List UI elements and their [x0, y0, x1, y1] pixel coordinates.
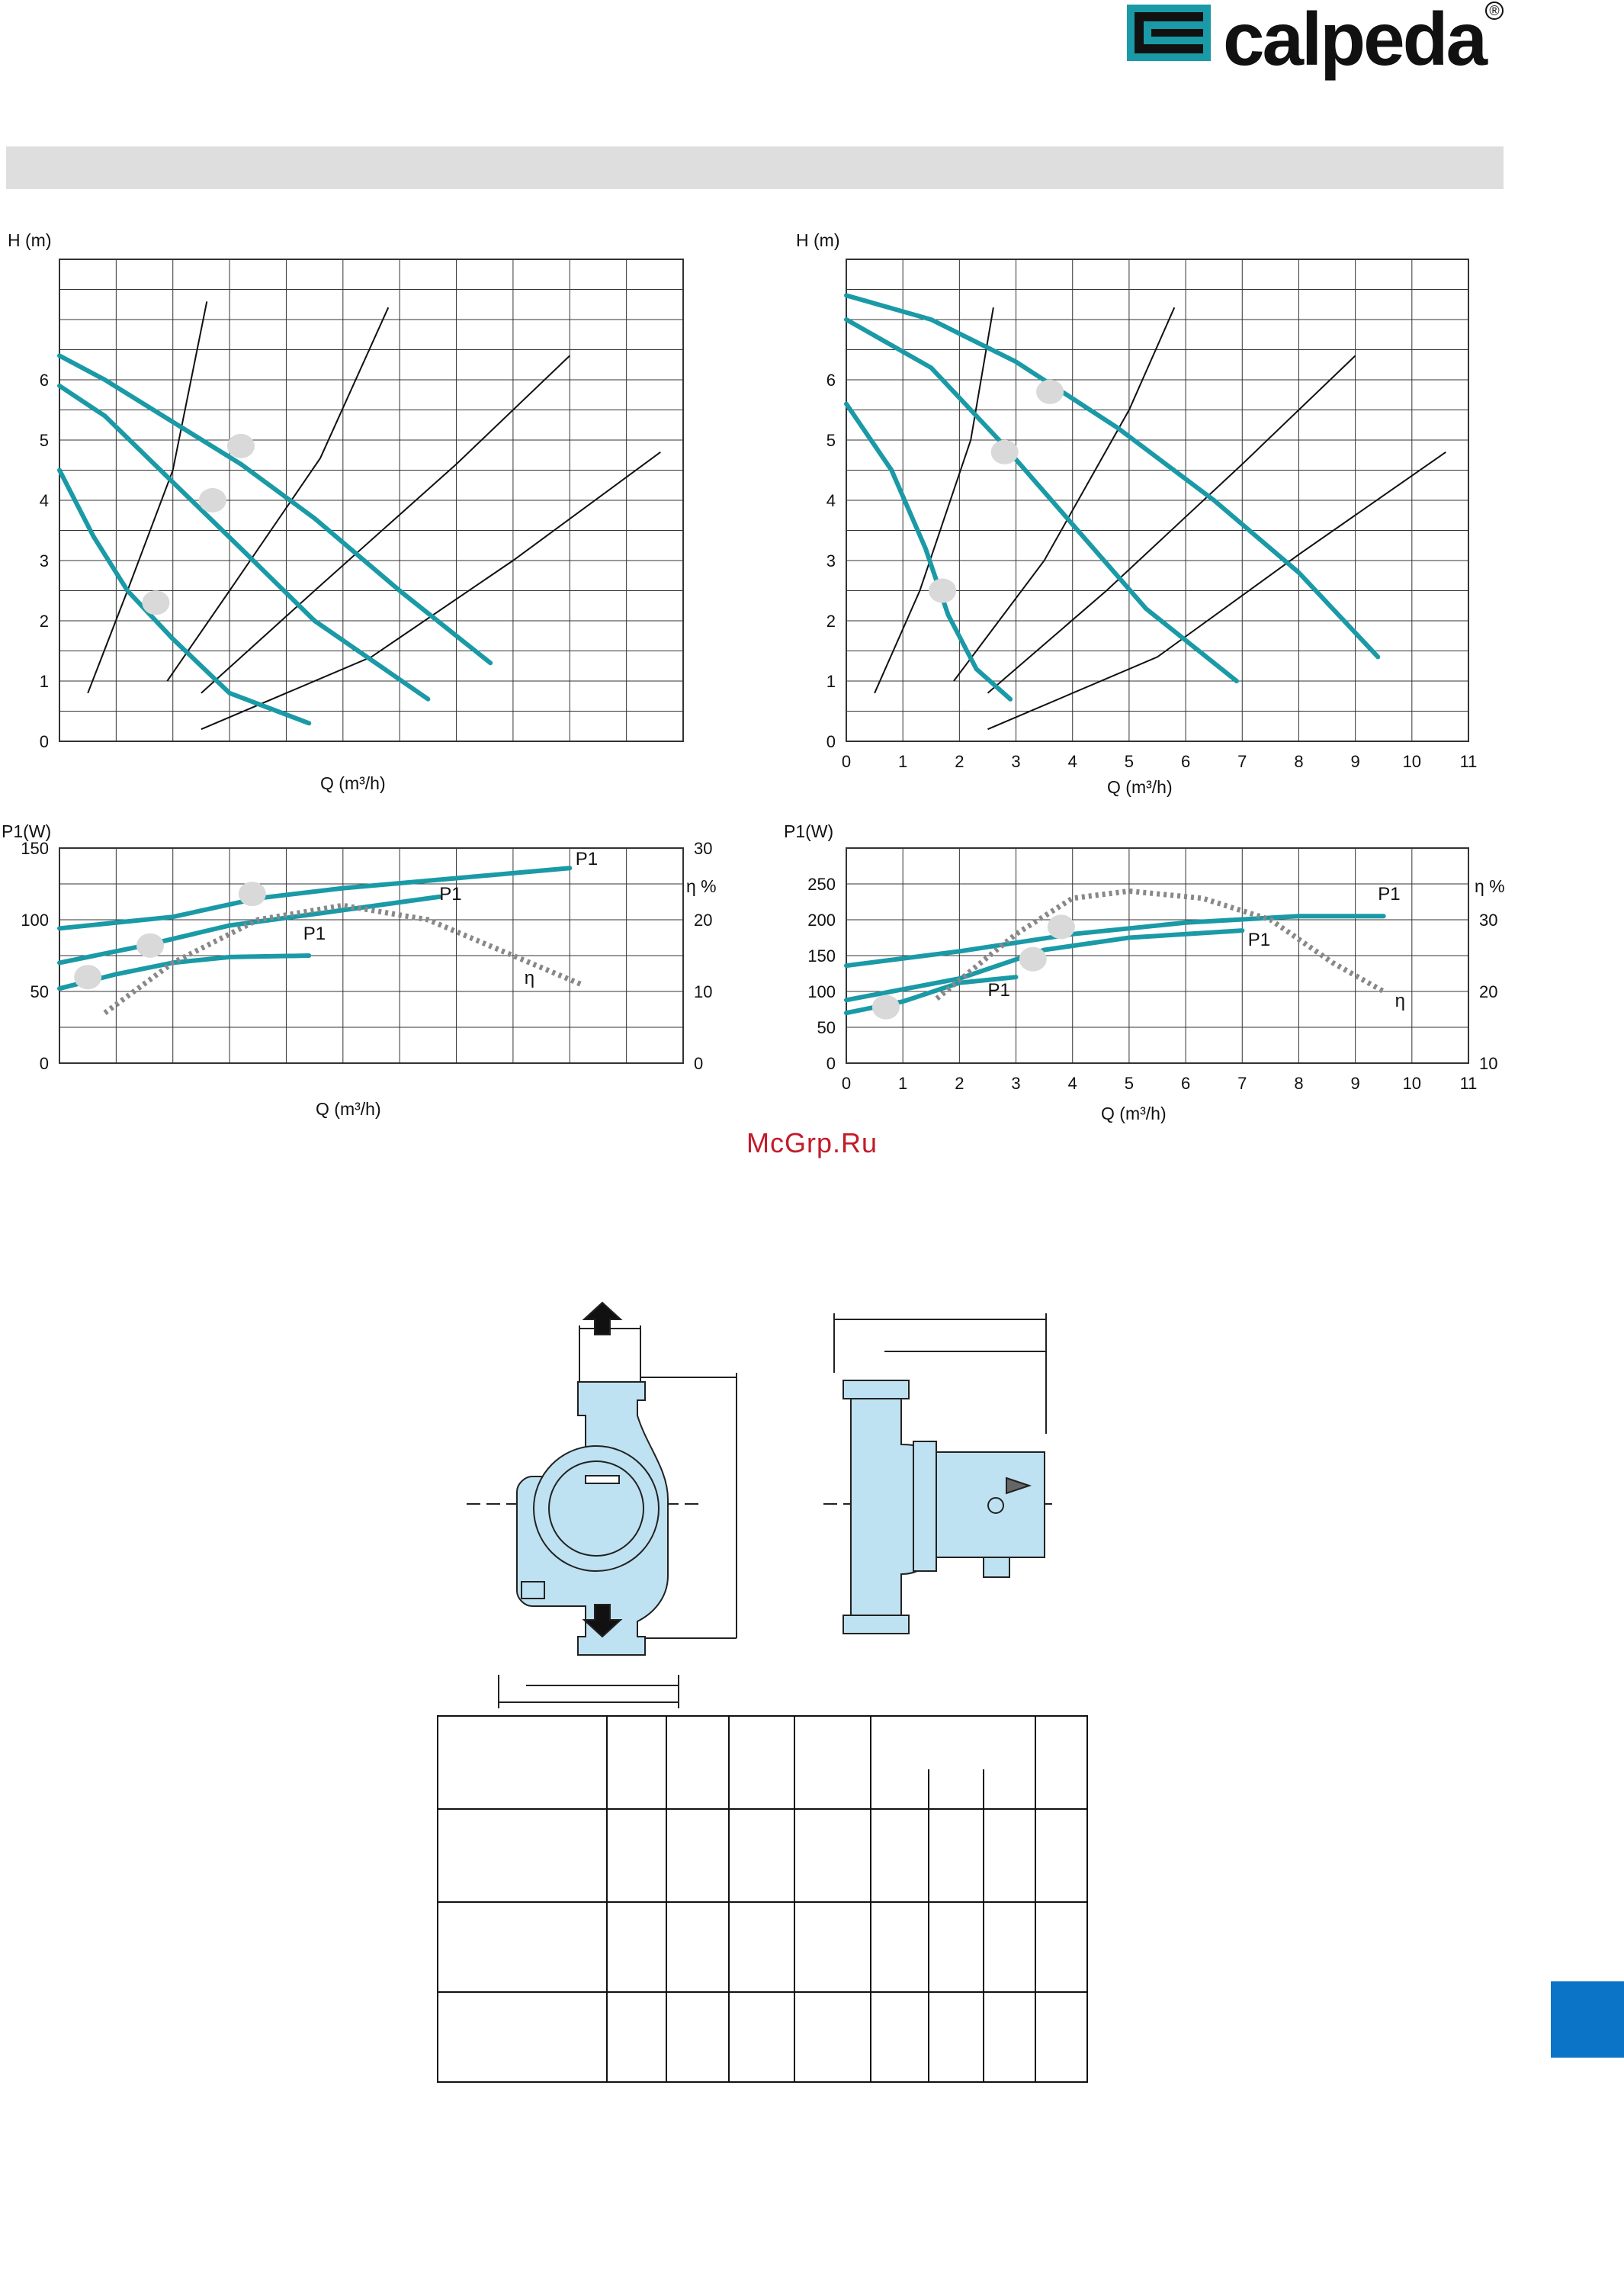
- x-tick-label: 9: [1350, 1074, 1360, 1093]
- y-tick-label: 0: [39, 732, 49, 751]
- y-tick-label: 5: [826, 431, 836, 450]
- power-curve-label: P1: [439, 884, 462, 905]
- x-tick-label: 11: [1459, 1074, 1478, 1093]
- right-head-chart: [826, 259, 1478, 771]
- y2-tick-label: 20: [1479, 982, 1498, 1001]
- y-tick-label: 2: [826, 612, 836, 631]
- x-tick-label: 9: [1350, 752, 1360, 771]
- y-tick-label: 1: [39, 672, 49, 691]
- registered-mark: ®: [1485, 2, 1504, 20]
- y-tick-label: 200: [807, 911, 836, 930]
- left-head-xlabel: Q (m³/h): [320, 773, 386, 793]
- operating-point-marker: [142, 590, 169, 615]
- system-curve: [988, 355, 1356, 692]
- x-tick-label: 4: [1067, 752, 1077, 771]
- right-head-ylabel: H (m): [796, 230, 840, 250]
- y-tick-label: 5: [39, 431, 49, 450]
- y2-tick-label: 0: [694, 1054, 704, 1073]
- x-tick-label: 2: [955, 752, 964, 771]
- power-curve-label: P1: [1247, 930, 1271, 950]
- x-tick-label: 1: [898, 752, 908, 771]
- y-tick-label: 100: [21, 911, 49, 930]
- right-power-ylabel: P1(W): [784, 821, 834, 841]
- right-power-xlabel: Q (m³/h): [1101, 1104, 1167, 1123]
- performance-curve: [59, 471, 309, 724]
- x-tick-label: 8: [1294, 1074, 1304, 1093]
- y-tick-label: 0: [826, 1054, 836, 1073]
- y2-tick-label: 20: [694, 911, 713, 930]
- x-tick-label: 6: [1180, 752, 1191, 771]
- x-tick-label: 8: [1294, 752, 1304, 771]
- section-side-tab: [1551, 1981, 1624, 2058]
- x-tick-label: 2: [955, 1074, 964, 1093]
- left-power-chart: [21, 839, 712, 1073]
- performance-curve: [59, 386, 428, 699]
- x-tick-label: 3: [1011, 752, 1021, 771]
- left-head-ylabel: H (m): [8, 230, 52, 250]
- operating-point-marker: [1048, 914, 1075, 939]
- power-curve-label: P1: [987, 980, 1010, 1001]
- y-tick-label: 3: [39, 551, 49, 570]
- power-curve-label: P1: [575, 849, 599, 869]
- performance-curve: [59, 355, 490, 663]
- power-curve-label: P1: [1378, 884, 1401, 905]
- x-tick-label: 4: [1067, 1074, 1077, 1093]
- system-curve: [201, 355, 570, 692]
- right-power-y2label: η %: [1475, 876, 1505, 896]
- pump-front-view-drawing: [467, 1303, 737, 1708]
- brand-name: calpeda: [1223, 0, 1485, 81]
- y-tick-label: 1: [826, 672, 836, 691]
- x-tick-label: 0: [841, 1074, 852, 1093]
- operating-point-marker: [227, 434, 255, 458]
- y-tick-label: 0: [826, 732, 836, 751]
- y2-tick-label: 30: [694, 839, 713, 858]
- watermark-text: McGrp.Ru: [746, 1127, 878, 1158]
- system-curve: [167, 307, 388, 681]
- efficiency-label: η: [524, 968, 535, 988]
- performance-curve: [59, 868, 570, 928]
- x-tick-label: 0: [841, 752, 852, 771]
- y-tick-label: 4: [39, 491, 49, 510]
- y-tick-label: 4: [826, 491, 836, 510]
- y-tick-label: 100: [807, 982, 836, 1001]
- y-tick-label: 2: [39, 612, 49, 631]
- x-tick-label: 10: [1402, 1074, 1422, 1093]
- y-tick-label: 0: [39, 1054, 49, 1073]
- y2-tick-label: 30: [1479, 911, 1498, 930]
- x-tick-label: 3: [1011, 1074, 1021, 1093]
- y-tick-label: 6: [39, 371, 49, 390]
- x-tick-label: 10: [1402, 752, 1422, 771]
- left-power-ylabel: P1(W): [2, 821, 52, 841]
- efficiency-label: η: [1395, 991, 1405, 1011]
- x-tick-label: 7: [1237, 1074, 1247, 1093]
- power-curve-label: P1: [303, 924, 326, 944]
- x-tick-label: 11: [1459, 752, 1478, 771]
- y-tick-label: 150: [21, 839, 49, 858]
- x-tick-label: 5: [1124, 752, 1135, 771]
- y-tick-label: 50: [817, 1018, 836, 1037]
- operating-point-marker: [74, 965, 101, 989]
- performance-curve: [846, 404, 1010, 699]
- operating-point-marker: [199, 488, 226, 513]
- right-power-chart: [807, 848, 1497, 1093]
- operating-point-marker: [1019, 947, 1047, 972]
- x-tick-label: 6: [1180, 1074, 1191, 1093]
- left-power-xlabel: Q (m³/h): [316, 1099, 381, 1119]
- x-tick-label: 1: [898, 1074, 908, 1093]
- left-head-chart: [40, 259, 683, 751]
- operating-point-marker: [1036, 380, 1064, 404]
- operating-point-marker: [872, 995, 900, 1020]
- operating-point-marker: [929, 579, 956, 603]
- x-tick-label: 5: [1124, 1074, 1135, 1093]
- y2-tick-label: 10: [1479, 1054, 1498, 1073]
- y-tick-label: 3: [826, 551, 836, 570]
- operating-point-marker: [136, 933, 164, 958]
- operating-point-marker: [239, 882, 266, 906]
- operating-point-marker: [991, 440, 1019, 464]
- y-tick-label: 6: [826, 371, 836, 390]
- pump-side-view-drawing: [823, 1313, 1052, 1634]
- system-curve: [954, 307, 1174, 681]
- y-tick-label: 250: [807, 875, 836, 894]
- right-head-xlabel: Q (m³/h): [1107, 777, 1173, 797]
- y-tick-label: 50: [30, 982, 49, 1001]
- left-power-y2label: η %: [686, 876, 717, 896]
- dimensions-table: [438, 1716, 1087, 2082]
- y-tick-label: 150: [807, 946, 836, 966]
- x-tick-label: 7: [1237, 752, 1247, 771]
- y2-tick-label: 10: [694, 982, 713, 1001]
